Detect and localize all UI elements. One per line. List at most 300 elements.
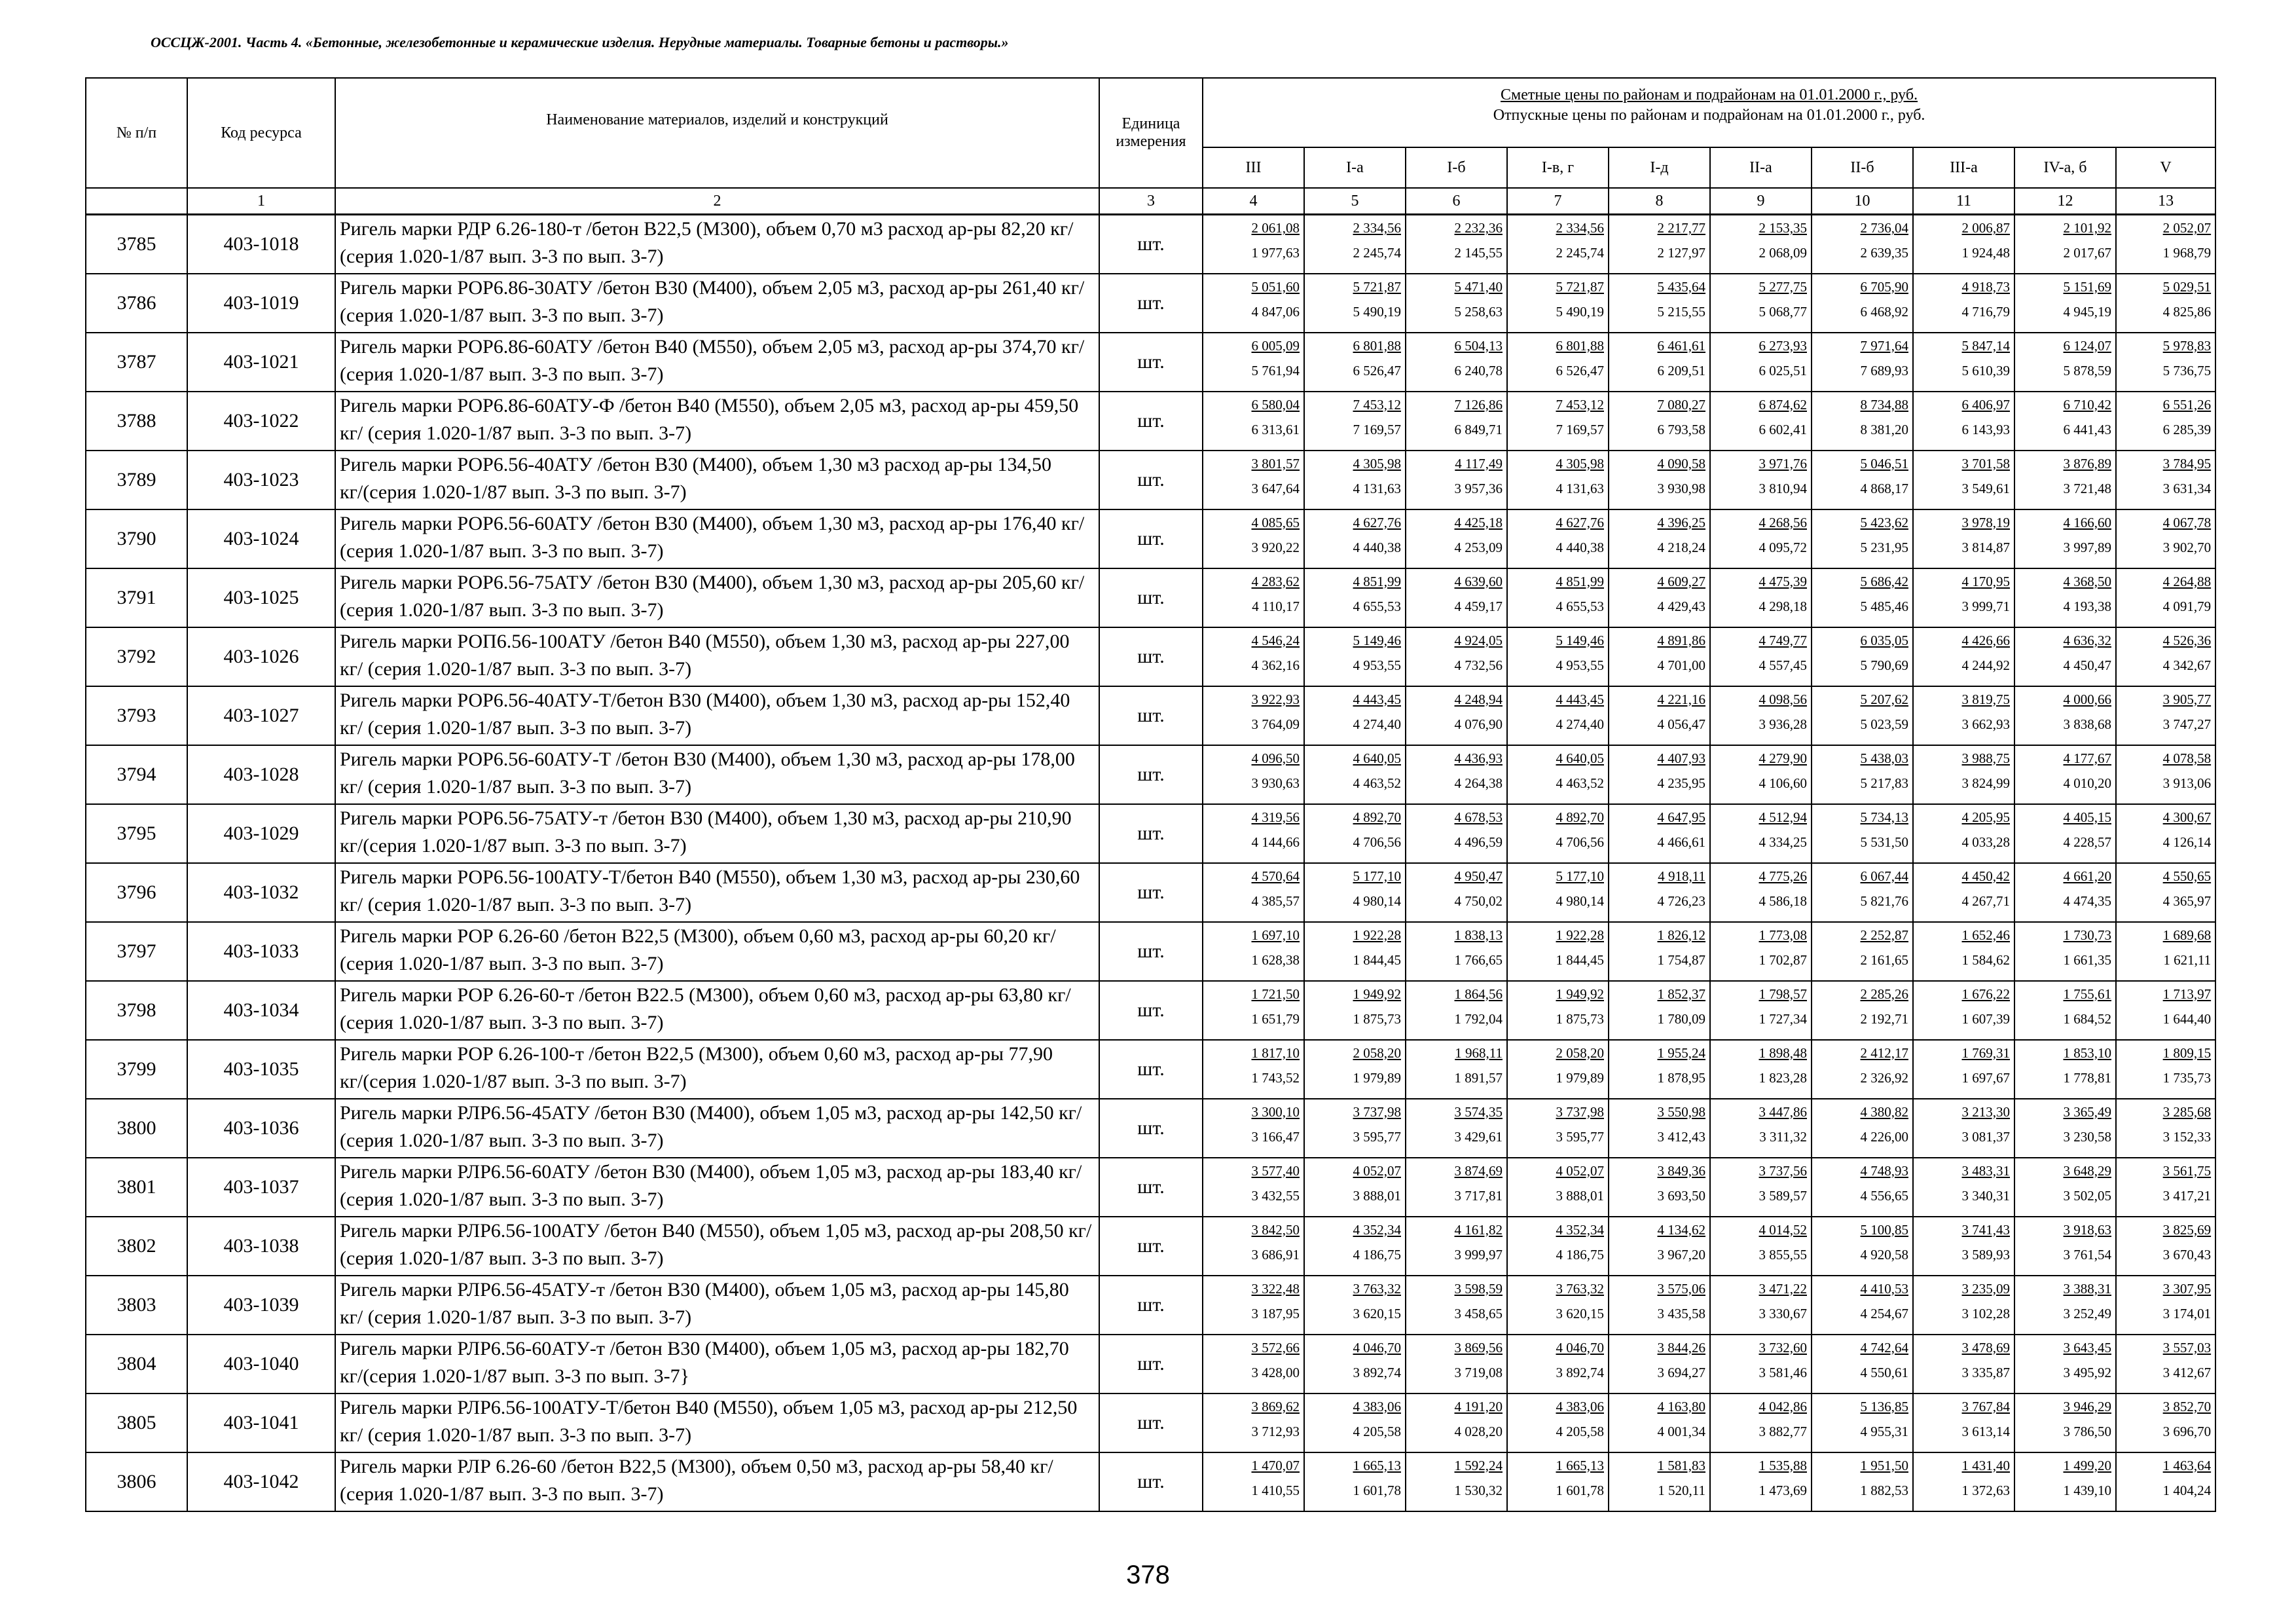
price-cell — [1913, 686, 2014, 745]
col-header-unit: Единица измерения — [1099, 78, 1203, 188]
estimated-price: 3 844,26 — [1657, 1339, 1705, 1356]
estimated-price: 5 149,46 — [1353, 632, 1401, 648]
resource-code: 403-1023 — [187, 451, 335, 509]
price-cell — [1406, 863, 1507, 922]
estimated-price: 1 838,13 — [1454, 927, 1503, 943]
resource-code: 403-1034 — [187, 981, 335, 1040]
release-price: 3 589,57 — [1758, 1187, 1807, 1204]
estimated-price: 4 052,07 — [1556, 1162, 1604, 1179]
column-number: 1 — [187, 188, 335, 215]
price-cell — [1913, 1040, 2014, 1099]
item-name: Ригель марки РОР6.56-40АТУ /бетон В30 (М400), объем 1,30 м3 расход ар-ры 134,50 кг/(серия 1.020-1/87 вып. 3-3 по вып. 3-7) — [335, 451, 1099, 509]
release-price: 3 620,15 — [1556, 1305, 1604, 1321]
price-cell — [2014, 627, 2116, 686]
price-cell — [1203, 1452, 1304, 1511]
release-price: 2 192,71 — [1860, 1010, 1908, 1027]
resource-code: 403-1028 — [187, 745, 335, 804]
price-cell — [1812, 922, 1913, 981]
estimated-price: 1 499,20 — [2063, 1457, 2111, 1473]
estimated-price: 4 443,45 — [1353, 691, 1401, 707]
price-cell — [1812, 1393, 1913, 1452]
estimated-price: 4 205,95 — [1961, 809, 2010, 825]
price-cell — [1710, 1335, 1812, 1393]
price-cell — [1304, 392, 1406, 451]
price-cell — [1812, 981, 1913, 1040]
price-cell — [1304, 1276, 1406, 1335]
release-price: 4 945,19 — [2063, 303, 2111, 320]
price-cell — [1406, 215, 1507, 274]
estimated-price: 1 470,07 — [1251, 1457, 1300, 1473]
price-cell — [1507, 451, 1609, 509]
release-price: 3 429,61 — [1454, 1128, 1503, 1145]
price-cell — [1507, 1452, 1609, 1511]
release-price: 4 706,56 — [1353, 834, 1401, 850]
release-price: 2 245,74 — [1556, 245, 1604, 261]
estimated-price: 6 801,88 — [1556, 337, 1604, 354]
price-cell — [1812, 627, 1913, 686]
release-price: 3 595,77 — [1353, 1128, 1401, 1145]
price-cell — [2116, 804, 2215, 863]
price-cell — [2116, 392, 2215, 451]
release-price: 4 001,34 — [1657, 1423, 1705, 1439]
estimated-price: 1 853,10 — [2063, 1044, 2111, 1061]
release-price: 1 410,55 — [1251, 1482, 1300, 1498]
estimated-price: 2 232,36 — [1454, 220, 1503, 236]
table-row — [86, 1452, 2215, 1511]
unit-of-measure: шт. — [1099, 1335, 1203, 1393]
release-price: 4 218,24 — [1657, 539, 1705, 555]
table-row — [86, 863, 2215, 922]
price-cell — [2014, 215, 2116, 274]
price-cell — [1609, 274, 1710, 333]
estimated-price: 4 749,77 — [1758, 632, 1807, 648]
row-number: 3791 — [86, 568, 187, 627]
release-price: 3 589,93 — [1961, 1246, 2010, 1263]
price-cell — [1203, 1393, 1304, 1452]
unit-of-measure: шт. — [1099, 392, 1203, 451]
price-cell — [1812, 274, 1913, 333]
estimated-price: 3 213,30 — [1961, 1103, 2010, 1120]
release-price: 2 145,55 — [1454, 245, 1503, 261]
release-price: 7 169,57 — [1556, 421, 1604, 437]
price-cell — [1913, 451, 2014, 509]
region-header: I-д — [1609, 147, 1710, 188]
price-cell — [1913, 274, 2014, 333]
price-cell — [1406, 1335, 1507, 1393]
release-price: 1 439,10 — [2063, 1482, 2111, 1498]
price-cell — [1812, 568, 1913, 627]
price-cell — [1406, 1217, 1507, 1276]
item-name: Ригель марки РОР6.86-30АТУ /бетон В30 (М400), объем 2,05 м3, расход ар-ры 261,40 кг/ (серия 1.020-1/87 вып. 3-3 по вып. 3-7) — [335, 274, 1099, 333]
estimated-price: 1 721,50 — [1251, 986, 1300, 1002]
resource-code: 403-1041 — [187, 1393, 335, 1452]
release-price: 3 340,31 — [1961, 1187, 2010, 1204]
estimated-price: 3 300,10 — [1251, 1103, 1300, 1120]
price-cell — [1507, 863, 1609, 922]
estimated-price: 1 826,12 — [1657, 927, 1705, 943]
estimated-price: 1 665,13 — [1556, 1457, 1604, 1473]
release-price: 3 495,92 — [2063, 1364, 2111, 1380]
row-number: 3806 — [86, 1452, 187, 1511]
price-cell — [2116, 215, 2215, 274]
price-cell — [1406, 1099, 1507, 1158]
page-number: 378 — [1126, 1560, 1170, 1589]
price-cell — [1507, 1040, 1609, 1099]
release-price: 6 025,51 — [1758, 362, 1807, 378]
estimated-price: 4 950,47 — [1454, 868, 1503, 884]
release-price: 3 930,98 — [1657, 480, 1705, 496]
release-price: 4 342,67 — [2162, 657, 2212, 673]
release-price: 7 169,57 — [1353, 421, 1401, 437]
estimated-price: 4 407,93 — [1657, 750, 1705, 766]
item-name: Ригель марки РОР6.56-100АТУ-Т/бетон В40 (М550), объем 1,30 м3, расход ар-ры 230,60 кг/ (серия 1.020-1/87 вып. 3-3 по вып. 3-7) — [335, 863, 1099, 922]
price-cell — [1507, 568, 1609, 627]
estimated-price: 3 801,57 — [1251, 455, 1300, 471]
estimated-price: 5 051,60 — [1251, 278, 1300, 295]
release-price: 5 736,75 — [2162, 362, 2212, 378]
release-price: 3 719,08 — [1454, 1364, 1503, 1380]
price-cell — [2116, 1276, 2215, 1335]
release-price: 1 651,79 — [1251, 1010, 1300, 1027]
price-cell — [1812, 863, 1913, 922]
release-price: 3 920,22 — [1251, 539, 1300, 555]
estimated-price: 2 412,17 — [1860, 1044, 1908, 1061]
estimated-price: 2 058,20 — [1353, 1044, 1401, 1061]
price-cell — [1812, 804, 1913, 863]
estimated-price: 7 126,86 — [1454, 396, 1503, 413]
estimated-price: 3 988,75 — [1961, 750, 2010, 766]
release-price: 4 716,79 — [1961, 303, 2010, 320]
price-cell — [1304, 333, 1406, 392]
release-price: 4 980,14 — [1353, 893, 1401, 909]
price-cell — [1406, 686, 1507, 745]
estimated-price: 4 546,24 — [1251, 632, 1300, 648]
estimated-price: 4 748,93 — [1860, 1162, 1908, 1179]
release-price: 4 091,79 — [2162, 598, 2212, 614]
unit-of-measure: шт. — [1099, 1158, 1203, 1217]
estimated-price: 4 396,25 — [1657, 514, 1705, 530]
release-price: 1 644,40 — [2162, 1010, 2212, 1027]
price-cell — [2014, 863, 2116, 922]
estimated-price: 4 221,16 — [1657, 691, 1705, 707]
release-price: 3 412,43 — [1657, 1128, 1705, 1145]
release-price: 5 878,59 — [2063, 362, 2111, 378]
price-cell — [1304, 981, 1406, 1040]
release-price: 1 778,81 — [2063, 1069, 2111, 1086]
estimated-price: 1 697,10 — [1251, 927, 1300, 943]
release-price: 3 311,32 — [1759, 1128, 1807, 1145]
price-cell — [1406, 509, 1507, 568]
price-cell — [1406, 981, 1507, 1040]
release-price: 4 825,86 — [2162, 303, 2212, 320]
release-price: 3 855,55 — [1758, 1246, 1807, 1263]
estimated-price: 4 380,82 — [1860, 1103, 1908, 1120]
price-cell — [1406, 451, 1507, 509]
estimated-price: 4 191,20 — [1454, 1398, 1503, 1414]
estimated-price: 2 052,07 — [2162, 220, 2212, 236]
release-price: 4 334,25 — [1758, 834, 1807, 850]
release-price: 6 793,58 — [1657, 421, 1705, 437]
price-cell — [1203, 745, 1304, 804]
estimated-price: 1 730,73 — [2063, 927, 2111, 943]
price-cell — [1913, 981, 2014, 1040]
price-cell — [1812, 392, 1913, 451]
release-price: 3 647,64 — [1251, 480, 1300, 496]
price-cell — [1913, 804, 2014, 863]
price-cell — [1304, 1217, 1406, 1276]
estimated-price: 1 949,92 — [1353, 986, 1401, 1002]
estimated-price: 5 046,51 — [1860, 455, 1908, 471]
release-price: 4 205,58 — [1556, 1423, 1604, 1439]
release-price: 3 761,54 — [2063, 1246, 2111, 1263]
price-cell — [1304, 922, 1406, 981]
estimated-price: 4 177,67 — [2063, 750, 2111, 766]
unit-of-measure: шт. — [1099, 333, 1203, 392]
estimated-price: 5 721,87 — [1556, 278, 1604, 295]
price-cell — [1913, 392, 2014, 451]
estimated-price: 3 574,35 — [1454, 1103, 1503, 1120]
unit-of-measure: шт. — [1099, 745, 1203, 804]
estimated-price: 3 648,29 — [2063, 1162, 2111, 1179]
item-name: Ригель марки РЛР6.56-45АТУ /бетон В30 (М400), объем 1,05 м3, расход ар-ры 142,50 кг/ (серия 1.020-1/87 вып. 3-3 по вып. 3-7) — [335, 1099, 1099, 1158]
estimated-price: 5 721,87 — [1353, 278, 1401, 295]
estimated-price: 3 598,59 — [1454, 1280, 1503, 1297]
price-cell — [1609, 215, 1710, 274]
estimated-price: 3 922,93 — [1251, 691, 1300, 707]
estimated-price: 4 742,64 — [1860, 1339, 1908, 1356]
release-price: 1 372,63 — [1961, 1482, 2010, 1498]
column-number: 12 — [2014, 188, 2116, 215]
estimated-price: 4 052,07 — [1353, 1162, 1401, 1179]
estimated-price: 3 235,09 — [1961, 1280, 2010, 1297]
release-price: 3 712,93 — [1251, 1423, 1300, 1439]
estimated-price: 3 819,75 — [1961, 691, 2010, 707]
price-cell — [1710, 392, 1812, 451]
release-price: 5 610,39 — [1961, 362, 2010, 378]
price-cell — [1710, 1276, 1812, 1335]
row-number: 3789 — [86, 451, 187, 509]
release-price: 1 607,39 — [1961, 1010, 2010, 1027]
resource-code: 403-1038 — [187, 1217, 335, 1276]
release-price: 3 670,43 — [2162, 1246, 2212, 1263]
price-cell — [1406, 392, 1507, 451]
price-cell — [1609, 981, 1710, 1040]
price-cell — [1710, 745, 1812, 804]
release-price: 2 068,09 — [1758, 245, 1807, 261]
release-price: 3 902,70 — [2162, 539, 2212, 555]
estimated-price: 4 046,70 — [1353, 1339, 1401, 1356]
unit-of-measure: шт. — [1099, 981, 1203, 1040]
estimated-price: 8 734,88 — [1860, 396, 1908, 413]
estimated-price: 3 737,98 — [1556, 1103, 1604, 1120]
price-cell — [2014, 981, 2116, 1040]
price-cell — [1710, 1452, 1812, 1511]
price-cell — [1913, 509, 2014, 568]
estimated-price: 1 809,15 — [2162, 1044, 2212, 1061]
price-cell — [1203, 863, 1304, 922]
unit-of-measure: шт. — [1099, 1393, 1203, 1452]
table-row — [86, 568, 2215, 627]
release-price: 1 697,67 — [1961, 1069, 2010, 1086]
release-price: 4 953,55 — [1556, 657, 1604, 673]
estimated-price: 4 067,78 — [2162, 514, 2212, 530]
price-cell — [1507, 804, 1609, 863]
release-price: 4 459,17 — [1454, 598, 1503, 614]
price-cell — [1710, 981, 1812, 1040]
release-price: 1 702,87 — [1758, 951, 1807, 968]
row-number: 3794 — [86, 745, 187, 804]
row-number: 3798 — [86, 981, 187, 1040]
release-price: 6 143,93 — [1961, 421, 2010, 437]
estimated-price: 4 046,70 — [1556, 1339, 1604, 1356]
estimated-price: 3 483,31 — [1961, 1162, 2010, 1179]
price-cell — [1507, 392, 1609, 451]
release-price: 3 824,99 — [1961, 775, 2010, 791]
column-number — [86, 188, 187, 215]
estimated-price: 3 561,75 — [2162, 1162, 2212, 1179]
estimated-price: 4 090,58 — [1657, 455, 1705, 471]
estimated-price: 1 898,48 — [1758, 1044, 1807, 1061]
estimated-price: 1 852,37 — [1657, 986, 1705, 1002]
col-header-code: Код ресурса — [187, 78, 335, 188]
price-cell — [1913, 745, 2014, 804]
estimated-price: 5 136,85 — [1860, 1398, 1908, 1414]
price-cell — [1304, 1393, 1406, 1452]
estimated-price: 5 471,40 — [1454, 278, 1503, 295]
price-cell — [1609, 1040, 1710, 1099]
price-cell — [2116, 1099, 2215, 1158]
estimated-price: 1 922,28 — [1556, 927, 1604, 943]
price-cell — [1710, 568, 1812, 627]
estimated-price: 4 248,94 — [1454, 691, 1503, 707]
table-row — [86, 1158, 2215, 1217]
estimated-price: 3 388,31 — [2063, 1280, 2111, 1297]
resource-code: 403-1033 — [187, 922, 335, 981]
resource-code: 403-1035 — [187, 1040, 335, 1099]
estimated-price: 4 570,64 — [1251, 868, 1300, 884]
release-price: 4 732,56 — [1454, 657, 1503, 673]
estimated-price: 4 134,62 — [1657, 1221, 1705, 1238]
price-cell — [2014, 804, 2116, 863]
release-price: 4 706,56 — [1556, 834, 1604, 850]
price-cell — [1609, 1099, 1710, 1158]
price-cell — [1507, 686, 1609, 745]
price-cell — [1507, 1099, 1609, 1158]
item-name: Ригель марки РЛР6.56-45АТУ-т /бетон В30 (М400), объем 1,05 м3, расход ар-ры 145,80 кг/ (серия 1.020-1/87 вып. 3-3 по вып. 3-7) — [335, 1276, 1099, 1335]
unit-of-measure: шт. — [1099, 627, 1203, 686]
estimated-price: 3 478,69 — [1961, 1339, 2010, 1356]
release-price: 2 127,97 — [1657, 245, 1705, 261]
estimated-price: 5 207,62 — [1860, 691, 1908, 707]
estimated-price: 3 447,86 — [1758, 1103, 1807, 1120]
price-cell — [1507, 745, 1609, 804]
row-number: 3801 — [86, 1158, 187, 1217]
unit-of-measure: шт. — [1099, 1040, 1203, 1099]
price-cell — [2116, 1158, 2215, 1217]
release-price: 4 440,38 — [1353, 539, 1401, 555]
column-number: 4 — [1203, 188, 1304, 215]
estimated-price: 4 161,82 — [1454, 1221, 1503, 1238]
row-number: 3795 — [86, 804, 187, 863]
price-cell — [1710, 509, 1812, 568]
column-number: 3 — [1099, 188, 1203, 215]
price-cell — [1609, 804, 1710, 863]
price-cell — [2116, 1393, 2215, 1452]
release-price: 1 404,24 — [2162, 1482, 2212, 1498]
estimated-price: 4 851,99 — [1353, 573, 1401, 589]
price-cell — [1913, 1452, 2014, 1511]
estimated-price: 3 737,56 — [1758, 1162, 1807, 1179]
release-price: 3 252,49 — [2063, 1305, 2111, 1321]
estimated-price: 2 736,04 — [1860, 220, 1908, 236]
resource-code: 403-1039 — [187, 1276, 335, 1335]
price-cell — [1913, 1158, 2014, 1217]
estimated-price: 4 924,05 — [1454, 632, 1503, 648]
release-price: 4 226,00 — [1860, 1128, 1908, 1145]
release-price: 3 786,50 — [2063, 1423, 2111, 1439]
release-price: 4 868,17 — [1860, 480, 1908, 496]
unit-of-measure: шт. — [1099, 1276, 1203, 1335]
price-cell — [2116, 333, 2215, 392]
price-cell — [1913, 922, 2014, 981]
estimated-price: 1 652,46 — [1961, 927, 2010, 943]
resource-code: 403-1018 — [187, 215, 335, 274]
estimated-price: 3 732,60 — [1758, 1339, 1807, 1356]
price-cell — [1812, 745, 1913, 804]
price-cell — [1710, 863, 1812, 922]
release-price: 3 187,95 — [1251, 1305, 1300, 1321]
price-cell — [1304, 215, 1406, 274]
release-price: 6 468,92 — [1860, 303, 1908, 320]
release-price: 4 847,06 — [1251, 303, 1300, 320]
column-number: 13 — [2116, 188, 2215, 215]
column-number: 9 — [1710, 188, 1812, 215]
estimated-price: 6 551,26 — [2162, 396, 2212, 413]
price-cell — [2014, 1276, 2116, 1335]
release-price: 3 230,58 — [2063, 1128, 2111, 1145]
item-name: Ригель марки РОР6.56-40АТУ-Т/бетон В30 (М400), объем 1,30 м3, расход ар-ры 152,40 кг/ (серия 1.020-1/87 вып. 3-3 по вып. 3-7) — [335, 686, 1099, 745]
price-cell — [2116, 568, 2215, 627]
price-cell — [1609, 1393, 1710, 1452]
estimated-price: 7 453,12 — [1556, 396, 1604, 413]
release-price: 3 892,74 — [1556, 1364, 1604, 1380]
estimated-price: 6 067,44 — [1860, 868, 1908, 884]
estimated-price: 2 006,87 — [1961, 220, 2010, 236]
price-cell — [1609, 568, 1710, 627]
price-cell — [2116, 863, 2215, 922]
release-price: 4 298,18 — [1758, 598, 1807, 614]
release-price: 4 010,20 — [2063, 775, 2111, 791]
estimated-price: 5 151,69 — [2063, 278, 2111, 295]
unit-of-measure: шт. — [1099, 274, 1203, 333]
release-price: 5 761,94 — [1251, 362, 1300, 378]
estimated-price: 3 577,40 — [1251, 1162, 1300, 1179]
price-cell — [1609, 863, 1710, 922]
release-price: 1 968,79 — [2162, 245, 2212, 261]
estimated-price: 6 124,07 — [2063, 337, 2111, 354]
estimated-price: 5 177,10 — [1353, 868, 1401, 884]
estimated-price: 4 085,65 — [1251, 514, 1300, 530]
release-price: 4 463,52 — [1353, 775, 1401, 791]
release-price: 4 980,14 — [1556, 893, 1604, 909]
estimated-price: 4 096,50 — [1251, 750, 1300, 766]
estimated-price: 3 322,48 — [1251, 1280, 1300, 1297]
row-number: 3786 — [86, 274, 187, 333]
release-price: 4 131,63 — [1353, 480, 1401, 496]
price-cell — [2014, 1393, 2116, 1452]
release-price: 1 844,45 — [1353, 951, 1401, 968]
release-price: 2 017,67 — [2063, 245, 2111, 261]
